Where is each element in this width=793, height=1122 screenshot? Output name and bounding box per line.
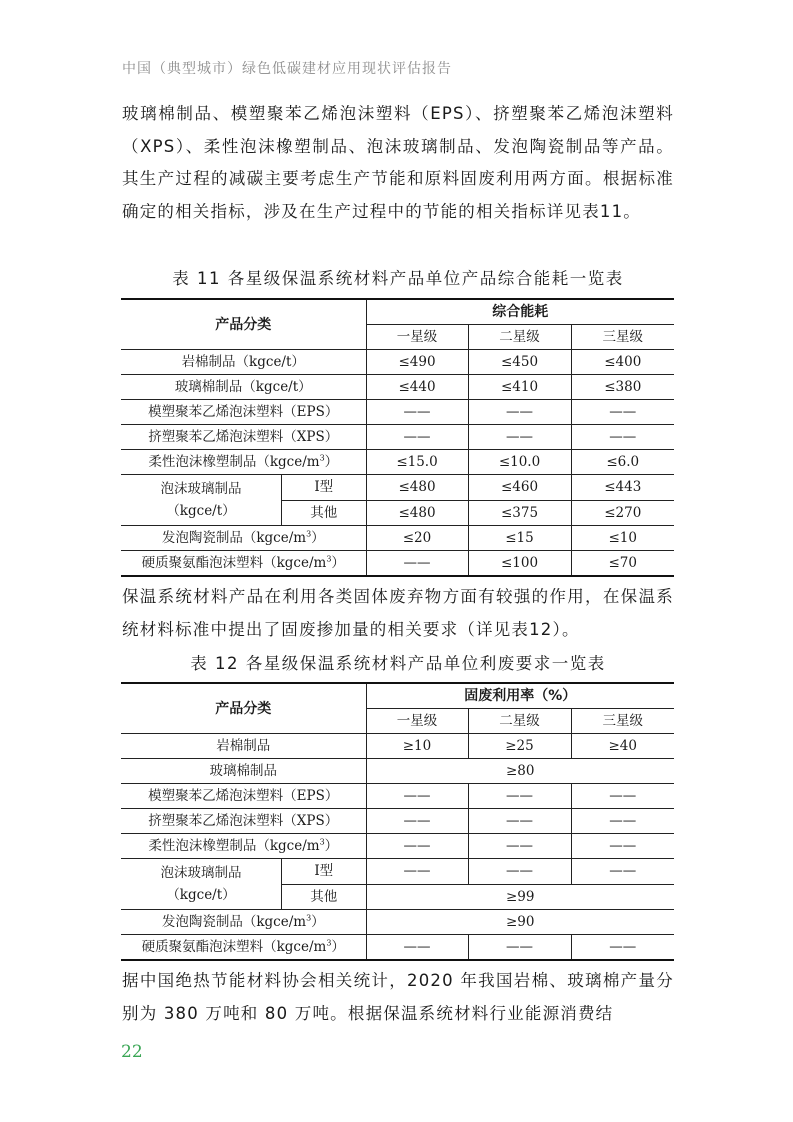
table-row: [121, 475, 674, 501]
table-cell: ≤270: [571, 500, 674, 526]
table-cell: ——: [571, 809, 674, 834]
table-cell: ≤10: [571, 526, 674, 551]
table-cell: ≤400: [571, 350, 674, 375]
foam-glass-name: 泡沫玻璃制品: [160, 481, 242, 497]
table-row: [121, 375, 674, 400]
table-cell: ——: [468, 834, 571, 859]
table-cell: ≤375: [468, 500, 571, 526]
table-row: [121, 759, 674, 784]
table-cell: ——: [468, 935, 571, 961]
row-label: 柔性泡沫橡塑制品$(kgce/m^3)$: [121, 450, 366, 475]
table-cell: ≤20: [366, 526, 468, 551]
paragraph-waste: 保温系统材料产品在利用各类固体废弃物方面有较强的作用，在保温系统材料标准中提出了固废掺加量的相关要求（详见表12）。: [122, 587, 674, 639]
sub-type-1: Ⅰ型: [282, 859, 366, 885]
table-cell: ≥40: [571, 734, 674, 759]
table-row: [121, 784, 674, 809]
table-row: [121, 350, 674, 375]
sub-type-1: Ⅰ型: [282, 475, 366, 501]
table12-header-waste: 固废利用率（%）: [366, 683, 674, 709]
table-cell: ≤490: [366, 350, 468, 375]
table-cell: ≤460: [468, 475, 571, 501]
table-cell: ≤410: [468, 375, 571, 400]
table-cell: ——: [468, 400, 571, 425]
table-cell: ≤480: [366, 500, 468, 526]
table-row: [121, 526, 674, 551]
row-label: 挤塑聚苯乙烯泡沫塑料（XPS）: [121, 809, 366, 834]
table12-level-2: 二星级: [468, 709, 571, 734]
row-label: 硬质聚氨酯泡沫塑料$(kgce/m^3)$: [121, 551, 366, 577]
row-label: 玻璃棉制品: [121, 759, 366, 784]
table-row: [121, 910, 674, 935]
table-row: [121, 400, 674, 425]
row-label: 发泡陶瓷制品$(kgce/m^3)$: [121, 910, 366, 935]
table-cell: ≤480: [366, 475, 468, 501]
table12-header-category: 产品分类: [121, 683, 366, 734]
table-cell: ——: [366, 834, 468, 859]
table-row: [121, 859, 674, 885]
table-cell: ≤70: [571, 551, 674, 577]
table-cell: ——: [571, 859, 674, 885]
paragraph-intro: 玻璃棉制品、模塑聚苯乙烯泡沫塑料（EPS）、挤塑聚苯乙烯泡沫塑料（XPS）、柔性泡沫橡塑制品、泡沫玻璃制品、发泡陶瓷制品等产品。其生产过程的减碳主要考虑生产节能和原料固废利用两方面。根据标准确定的相关指标，涉及在生产过程中的节能的相关指标详见表11。: [122, 104, 674, 221]
table-row: [121, 551, 674, 577]
table12-level-1: 一星级: [366, 709, 468, 734]
row-label: 岩棉制品: [121, 734, 366, 759]
table-cell: ——: [571, 834, 674, 859]
table-row: [121, 450, 674, 475]
table-row: [121, 425, 674, 450]
row-label: 挤塑聚苯乙烯泡沫塑料（XPS）: [121, 425, 366, 450]
table12-level-3: 三星级: [571, 709, 674, 734]
table-cell: ≤15.0: [366, 450, 468, 475]
table11-level-2: 二星级: [468, 325, 571, 350]
table-cell: ——: [468, 784, 571, 809]
table-row: [121, 834, 674, 859]
row-label: 模塑聚苯乙烯泡沫塑料（EPS）: [121, 400, 366, 425]
table-cell: ≥10: [366, 734, 468, 759]
table-cell: ——: [366, 400, 468, 425]
table-cell: ≥99: [366, 884, 674, 910]
row-label: 柔性泡沫橡塑制品$(kgce/m^3)$: [121, 834, 366, 859]
foam-glass-name: 泡沫玻璃制品: [160, 865, 242, 881]
table-cell: ≤450: [468, 350, 571, 375]
table11-caption: 表 11 各星级保温系统材料产品单位产品综合能耗一览表: [172, 269, 624, 288]
table-cell: ——: [571, 784, 674, 809]
table-cell: ≥25: [468, 734, 571, 759]
table-cell: ≥80: [366, 759, 674, 784]
row-label-foam-glass: [121, 859, 366, 910]
table-cell: ——: [571, 400, 674, 425]
table-cell: ——: [366, 809, 468, 834]
table-row: [121, 809, 674, 834]
table-cell: ——: [366, 425, 468, 450]
table-cell: ——: [366, 784, 468, 809]
table-cell: ——: [366, 935, 468, 961]
table12: [121, 682, 674, 961]
table-cell: ≤440: [366, 375, 468, 400]
table11: [121, 298, 674, 577]
table-cell: ≤6.0: [571, 450, 674, 475]
row-label: 发泡陶瓷制品$(kgce/m^3)$: [121, 526, 366, 551]
table-cell: ≤443: [571, 475, 674, 501]
table-row: [121, 734, 674, 759]
table-cell: ——: [571, 935, 674, 961]
sub-type-other: 其他: [310, 505, 338, 521]
table-cell: ≤100: [468, 551, 571, 577]
table-cell: ≥90: [366, 910, 674, 935]
table-cell: ≤15: [468, 526, 571, 551]
paragraph-production: 据中国绝热节能材料协会相关统计，2020 年我国岩棉、玻璃棉产量分别为 380 万吨和 80 万吨。根据保温系统材料行业能源消费结: [122, 971, 674, 1023]
table11-level-3: 三星级: [571, 325, 674, 350]
table11-header-category: 产品分类: [121, 299, 366, 350]
page-number: 22: [121, 1042, 143, 1062]
row-label: 硬质聚氨酯泡沫塑料$(kgce/m^3)$: [121, 935, 366, 961]
table-cell: ——: [366, 551, 468, 577]
table-cell: ——: [468, 809, 571, 834]
row-label-foam-glass: [121, 475, 366, 526]
table11-level-1: 一星级: [366, 325, 468, 350]
row-label: 玻璃棉制品（kgce/t）: [121, 375, 366, 400]
table-cell: ——: [571, 425, 674, 450]
table-cell: ≤380: [571, 375, 674, 400]
table12-caption: 表 12 各星级保温系统材料产品单位利废要求一览表: [190, 654, 606, 673]
running-header: 中国（典型城市）绿色低碳建材应用现状评估报告: [122, 61, 452, 77]
sub-type-other: 其他: [310, 889, 338, 905]
table-cell: ——: [468, 425, 571, 450]
table-cell: ——: [468, 859, 571, 885]
table11-header-energy: 综合能耗: [366, 299, 674, 325]
table-cell: ——: [366, 859, 468, 885]
row-label: 模塑聚苯乙烯泡沫塑料（EPS）: [121, 784, 366, 809]
foam-glass-unit: （kgce/t）: [166, 887, 236, 903]
table-cell: ≤10.0: [468, 450, 571, 475]
table-row: [121, 935, 674, 961]
foam-glass-unit: （kgce/t）: [166, 503, 236, 519]
row-label: 岩棉制品（kgce/t）: [121, 350, 366, 375]
